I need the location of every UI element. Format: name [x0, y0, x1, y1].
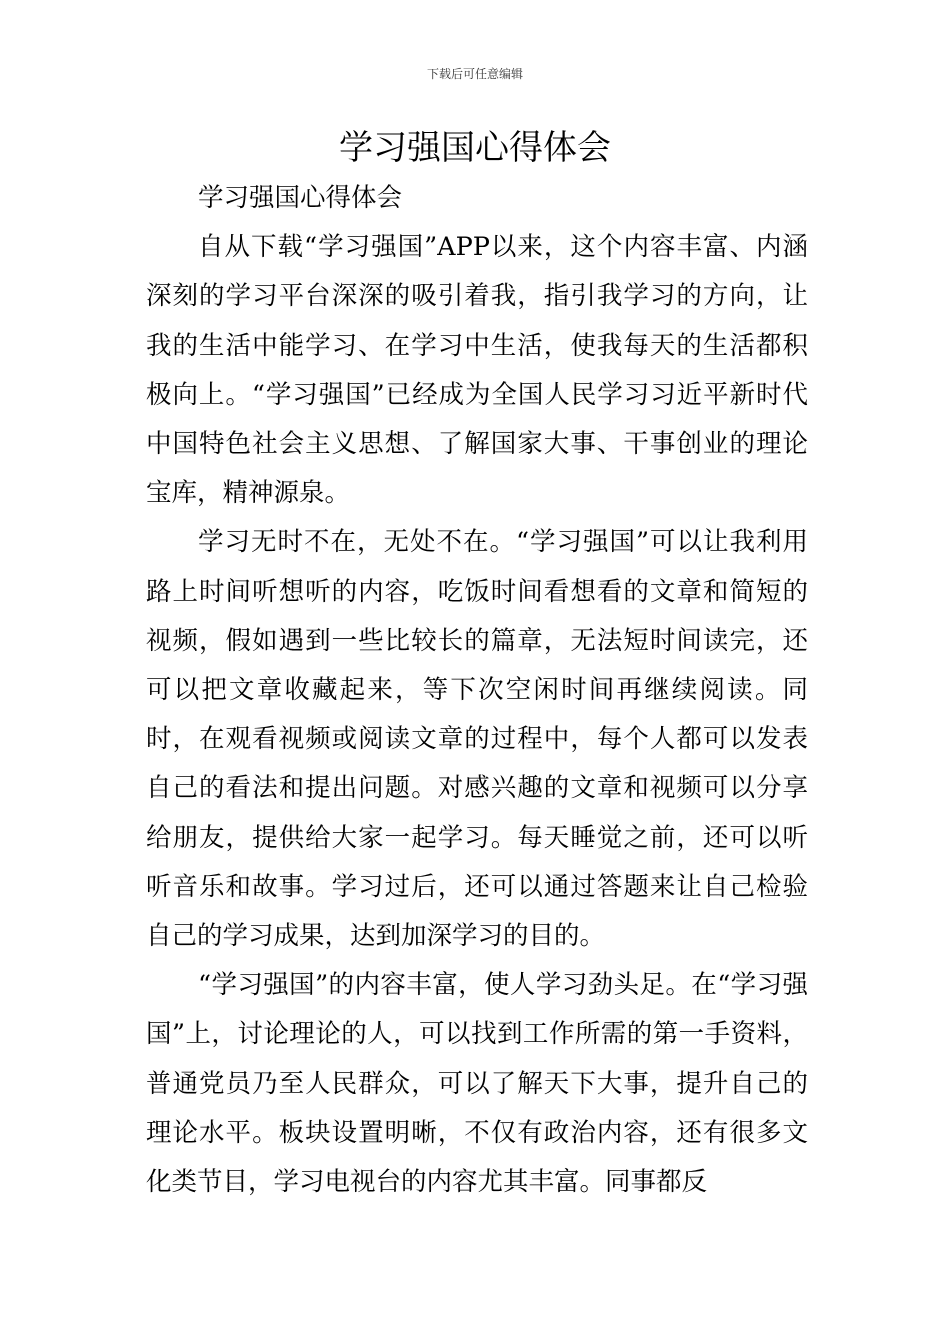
paragraph-3: “学习强国”的内容丰富，使人学习劲头足。在“学习强国”上，讨论理论的人，可以找到工作所需的第一手资料，普通党员乃至人民群众，可以了解天下大事，提升自己的理论水平。板块设置明晰，不仅有政治内容，还有很多文化类节目，学习电视台的内容尤其丰富。同事都反: [146, 970, 808, 1198]
document-body: [146, 174, 808, 1207]
paragraph-1: 自从下载“学习强国”APP以来，这个内容丰富、内涵深刻的学习平台深深的吸引着我，指引我学习的方向，让我的生活中能学习、在学习中生活，使我每天的生活都积极向上。“学习强国”已经成为全国人民学习习近平新时代中国特色社会主义思想、了解国家大事、干事创业的理论宝库，精神源泉。: [146, 232, 808, 509]
header-note: 下载后可任意编辑: [426, 67, 523, 81]
document-subtitle: 学习强国心得体会: [198, 183, 403, 213]
paragraph-2: 学习无时不在，无处不在。“学习强国”可以让我利用路上时间听想听的内容，吃饭时间看想看的文章和简短的视频，假如遇到一些比较长的篇章，无法短时间读完，还可以把文章收藏起来，等下次空闲时间再继续阅读。同时，在观看视频或阅读文章的过程中，每个人都可以发表自己的看法和提出问题。对感兴趣的文章和视频可以分享给朋友，提供给大家一起学习。每天睡觉之前，还可以听听音乐和故事。学习过后，还可以通过答题来让自己检验自己的学习成果，达到加深学习的目的。: [146, 527, 808, 952]
document-title: 学习强国心得体会: [339, 128, 611, 168]
